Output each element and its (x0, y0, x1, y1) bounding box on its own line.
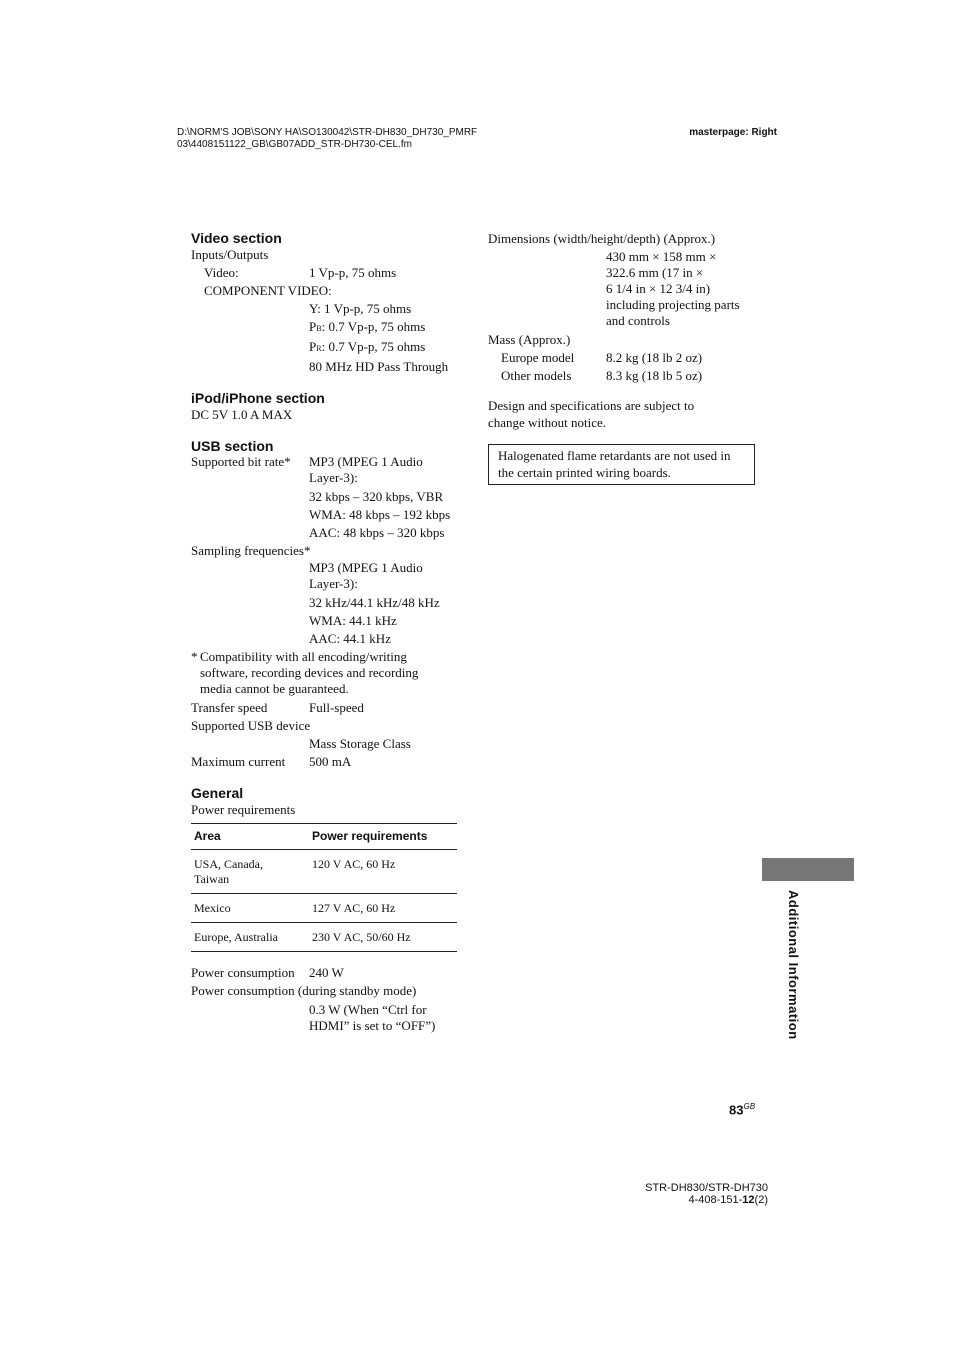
specifications-disclaimer (488, 397, 758, 431)
mass-other-row (488, 367, 758, 385)
sampling-mp3-line2: Layer-3): (309, 576, 358, 591)
table-cell-power: 230 V AC, 50/60 Hz (309, 923, 457, 952)
general-section-heading: General (191, 785, 244, 801)
bitrate-wma: WMA: 48 kbps – 192 kbps (309, 507, 451, 522)
table-cell-power: 120 V AC, 60 Hz (309, 850, 457, 894)
right-column (488, 230, 758, 485)
boxed-note-line1: Halogenated flame retardants are not used in (498, 448, 731, 463)
table-row (191, 850, 457, 894)
pb-subscript: B (316, 324, 322, 333)
mass-europe-value: 8.2 kg (18 lb 2 oz) (606, 350, 703, 365)
current-row (191, 753, 459, 771)
left-column (191, 230, 459, 1034)
section-side-label: Additional Information (786, 890, 801, 1040)
component-pr-value (191, 338, 459, 358)
compatibility-footnote (191, 649, 459, 697)
mass-europe-row (488, 349, 758, 367)
file-path-line-2: 03\4408151122_GB\GB07ADD_STR-DH730-CEL.fm (177, 139, 412, 150)
table-row (191, 923, 457, 952)
page-number-suffix: GB (743, 1102, 756, 1111)
mass-other-value: 8.3 kg (18 lb 5 oz) (606, 368, 703, 383)
model-footer (645, 1182, 768, 1206)
hd-pass-through: 80 MHz HD Pass Through (309, 359, 449, 374)
dimensions-line2: 322.6 mm (17 in × (606, 265, 704, 280)
footnote-line1: Compatibility with all encoding/writing (200, 649, 407, 664)
table-header-row (191, 824, 457, 850)
dimensions-line3: 6 1/4 in × 12 3/4 in) (606, 281, 711, 296)
bitrate-mp3-line2: Layer-3): (309, 470, 358, 485)
page-number-value: 83 (729, 1102, 744, 1118)
pr-text: : 0.7 Vp-p, 75 ohms (321, 339, 426, 354)
mass-other-label: Other models (501, 368, 572, 383)
table-cell-area (191, 850, 309, 894)
code-bold: 12 (742, 1194, 755, 1206)
bitrate-aac: AAC: 48 kbps – 320 kbps (309, 525, 445, 540)
table-cell-area: Mexico (191, 894, 309, 923)
file-path-line-1: D:\NORM'S JOB\SONY HA\SO130042\STR-DH830_DH730_PMRF (177, 127, 478, 138)
dimensions-line1: 430 mm × 158 mm × (606, 249, 717, 264)
footnote-line2: software, recording devices and recording (200, 665, 419, 680)
component-pb-value (191, 318, 459, 338)
standby-line1: 0.3 W (When “Ctrl for (309, 1002, 427, 1017)
code-suffix: (2) (754, 1194, 768, 1206)
transfer-label: Transfer speed (191, 700, 268, 715)
consumption-label: Power consumption (191, 965, 295, 980)
standby-value (191, 1002, 459, 1034)
current-label: Maximum current (191, 754, 286, 769)
code-prefix: 4-408-151- (688, 1194, 743, 1206)
standby-line2: HDMI” is set to “OFF”) (309, 1018, 436, 1033)
disclaimer-line2: change without notice. (488, 415, 607, 430)
dimensions-line4: including projecting parts (606, 297, 740, 312)
consumption-row (191, 964, 459, 982)
disclaimer-line1: Design and specifications are subject to (488, 398, 695, 413)
bitrate-mp3-line1: MP3 (MPEG 1 Audio (309, 454, 423, 469)
usb-device-label: Supported USB device (191, 718, 311, 733)
video-value: 1 Vp-p, 75 ohms (309, 265, 397, 280)
dimensions-value (488, 249, 758, 329)
bitrate-row (191, 454, 459, 486)
sampling-mp3-line1: MP3 (MPEG 1 Audio (309, 560, 423, 575)
section-tab-bar (762, 858, 854, 881)
ipod-section-heading: iPod/iPhone section (191, 390, 325, 406)
video-io-label: Inputs/Outputs (191, 247, 269, 262)
masterpage-label: masterpage: Right (689, 127, 777, 138)
table-header-power: Power requirements (309, 824, 457, 850)
sampling-mp3-value: 32 kHz/44.1 kHz/48 kHz (309, 595, 440, 610)
pb-prefix: P (309, 319, 317, 334)
video-row (191, 264, 459, 282)
standby-label: Power consumption (during standby mode) (191, 983, 417, 998)
model-code (645, 1194, 768, 1206)
current-value: 500 mA (309, 754, 352, 769)
flame-retardant-note (488, 444, 755, 485)
sampling-wma: WMA: 44.1 kHz (309, 613, 397, 628)
video-label: Video: (204, 265, 239, 280)
bitrate-mp3-value: 32 kbps – 320 kbps, VBR (309, 489, 444, 504)
pr-subscript: R (316, 344, 322, 353)
table-row (191, 894, 457, 923)
file-path-header (177, 127, 477, 151)
sampling-label: Sampling frequencies* (191, 543, 311, 558)
dimensions-line5: and controls (606, 313, 670, 328)
area-line1: USA, Canada, (194, 857, 263, 871)
video-section-heading: Video section (191, 230, 282, 246)
bitrate-label: Supported bit rate* (191, 454, 291, 469)
table-header-area: Area (191, 824, 309, 850)
power-requirements-table (191, 823, 457, 952)
component-video-label: COMPONENT VIDEO: (204, 283, 332, 298)
usb-device-value: Mass Storage Class (309, 736, 411, 751)
bitrate-mp3 (309, 454, 459, 486)
usb-section-heading: USB section (191, 438, 274, 454)
page-number (729, 1102, 755, 1117)
footnote-text (200, 649, 418, 697)
pb-text: : 0.7 Vp-p, 75 ohms (321, 319, 426, 334)
power-requirements-label: Power requirements (191, 802, 296, 817)
consumption-value: 240 W (309, 965, 344, 980)
ipod-value: DC 5V 1.0 A MAX (191, 407, 293, 422)
area-line2: Taiwan (194, 872, 230, 886)
transfer-row (191, 699, 459, 717)
transfer-value: Full-speed (309, 700, 364, 715)
dimensions-label: Dimensions (width/height/depth) (Approx.) (488, 231, 716, 246)
sampling-aac: AAC: 44.1 kHz (309, 631, 391, 646)
mass-europe-label: Europe model (501, 350, 575, 365)
mass-label: Mass (Approx.) (488, 332, 571, 347)
pr-prefix: P (309, 339, 317, 354)
footnote-star: * (191, 649, 198, 664)
model-name: STR-DH830/STR-DH730 (645, 1182, 768, 1194)
sampling-mp3 (191, 560, 459, 592)
component-y-value: Y: 1 Vp-p, 75 ohms (309, 301, 412, 316)
table-cell-area: Europe, Australia (191, 923, 309, 952)
table-cell-power: 127 V AC, 60 Hz (309, 894, 457, 923)
footnote-line3: media cannot be guaranteed. (200, 681, 349, 696)
boxed-note-line2: the certain printed wiring boards. (498, 465, 671, 480)
